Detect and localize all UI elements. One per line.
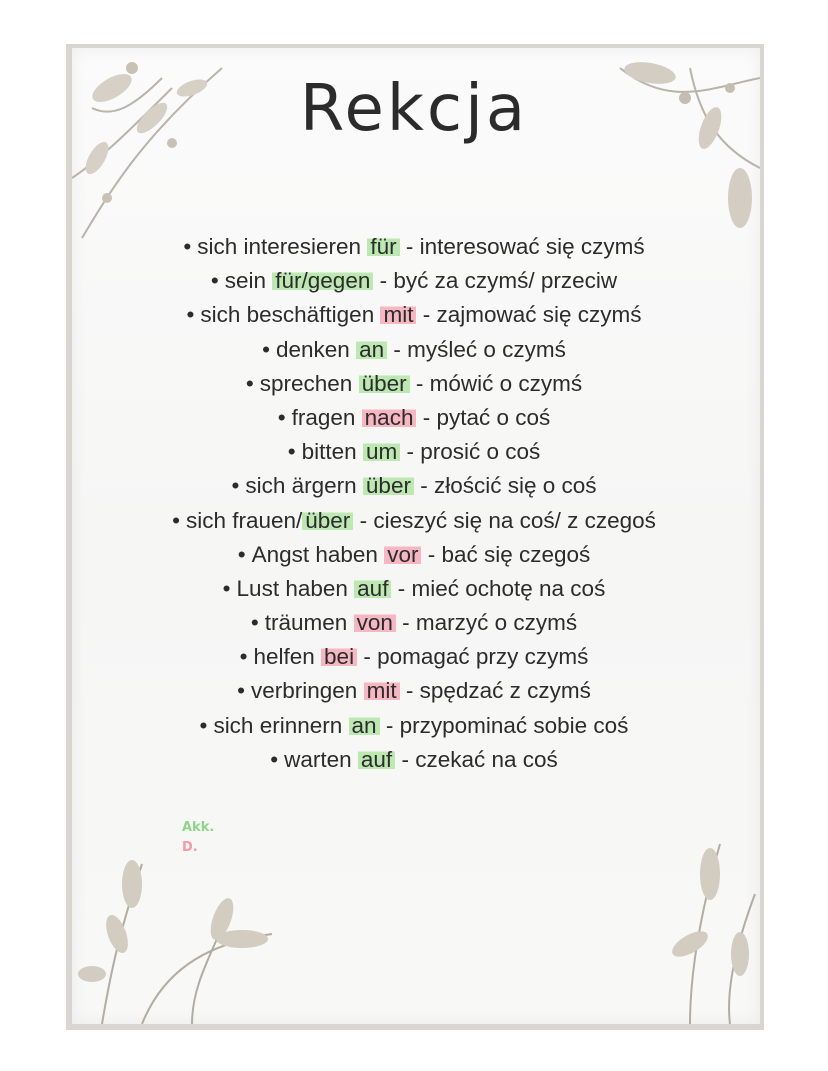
bullet: • xyxy=(231,473,240,499)
polish-translation: - pytać o coś xyxy=(422,404,551,430)
preposition-highlight: mit xyxy=(364,678,400,703)
preposition-highlight: an xyxy=(356,337,387,362)
preposition-highlight: für xyxy=(367,234,399,259)
list-item xyxy=(0,504,828,538)
polish-translation: - czekać na coś xyxy=(401,746,558,772)
bullet: • xyxy=(250,610,259,636)
list-item xyxy=(0,230,828,264)
polish-translation: - zajmować się czymś xyxy=(422,302,642,328)
bullet: • xyxy=(237,541,246,567)
bullet: • xyxy=(199,712,208,738)
list-item xyxy=(0,538,828,572)
german-phrase: sich frauen/ xyxy=(185,507,303,533)
list-item xyxy=(0,606,828,640)
preposition-highlight: mit xyxy=(380,302,416,327)
list-item xyxy=(0,743,828,777)
preposition-highlight: nach xyxy=(362,405,417,430)
polish-translation: - myśleć o czymś xyxy=(393,336,566,362)
floral-decoration-bottom-right xyxy=(630,834,760,1024)
polish-translation: - być za czymś/ przeciw xyxy=(379,268,618,294)
preposition-highlight: über xyxy=(359,371,410,396)
legend-dativ: D. xyxy=(182,840,198,855)
polish-translation: - pomagać przy czymś xyxy=(363,644,589,670)
polish-translation: - mieć ochotę na coś xyxy=(397,575,606,601)
polish-translation: - spędzać z czymś xyxy=(405,678,591,704)
page-title: Rekcja xyxy=(299,72,529,146)
verb-preposition-list xyxy=(0,230,828,777)
bullet: • xyxy=(222,575,231,601)
german-phrase: sich erinnern xyxy=(213,712,343,738)
preposition-highlight: vor xyxy=(384,542,421,567)
bullet: • xyxy=(270,746,279,772)
german-phrase: fragen xyxy=(291,404,356,430)
german-phrase: sich beschäftigen xyxy=(200,302,375,328)
list-item xyxy=(0,401,828,435)
list-item xyxy=(0,674,828,708)
preposition-highlight: bei xyxy=(321,644,357,669)
german-phrase: warten xyxy=(284,746,352,772)
bullet: • xyxy=(277,404,286,430)
list-item xyxy=(0,298,828,332)
german-phrase: Angst haben xyxy=(251,541,378,567)
list-item xyxy=(0,469,828,503)
german-phrase: sein xyxy=(224,268,266,294)
german-phrase: sich ärgern xyxy=(245,473,357,499)
polish-translation: - przypominać sobie coś xyxy=(385,712,629,738)
preposition-highlight: auf xyxy=(358,747,395,772)
bullet: • xyxy=(183,234,192,259)
bullet: • xyxy=(287,439,296,465)
list-item xyxy=(0,333,828,367)
list-item xyxy=(0,709,828,743)
polish-translation: - interesować się czymś xyxy=(405,234,645,259)
bullet: • xyxy=(210,268,219,294)
preposition-highlight: an xyxy=(349,713,380,738)
preposition-highlight: über xyxy=(302,508,353,533)
polish-translation: - mówić o czymś xyxy=(415,370,583,396)
german-phrase: Lust haben xyxy=(236,575,348,601)
german-phrase: sprechen xyxy=(259,370,353,396)
preposition-highlight: von xyxy=(354,610,396,635)
polish-translation: - złościć się o coś xyxy=(420,473,597,499)
legend-akkusativ: Akk. xyxy=(182,820,215,835)
german-phrase: denken xyxy=(275,336,350,362)
list-item xyxy=(0,264,828,298)
list-item xyxy=(0,367,828,401)
bullet: • xyxy=(172,507,180,533)
polish-translation: - cieszyć się na coś/ z czegoś xyxy=(359,507,656,533)
preposition-highlight: um xyxy=(363,439,400,464)
bullet: • xyxy=(237,678,245,704)
floral-decoration-bottom-left xyxy=(72,844,312,1024)
german-phrase: helfen xyxy=(253,644,315,670)
german-phrase: bitten xyxy=(301,439,357,465)
polish-translation: - marzyć o czymś xyxy=(402,610,578,636)
polish-translation: - prosić o coś xyxy=(406,439,541,465)
list-item xyxy=(0,640,828,674)
list-item xyxy=(0,572,828,606)
preposition-highlight: über xyxy=(363,473,414,498)
bullet: • xyxy=(186,302,195,328)
preposition-highlight: auf xyxy=(354,576,391,601)
list-item xyxy=(0,435,828,469)
german-phrase: sich interesieren xyxy=(197,234,362,259)
bullet: • xyxy=(262,336,270,362)
polish-translation: - bać się czegoś xyxy=(427,541,591,567)
german-phrase: verbringen xyxy=(250,678,358,704)
bullet: • xyxy=(245,370,254,396)
case-legend xyxy=(182,818,214,858)
german-phrase: träumen xyxy=(264,610,348,636)
preposition-highlight: für/gegen xyxy=(272,268,373,293)
bullet: • xyxy=(239,644,248,670)
